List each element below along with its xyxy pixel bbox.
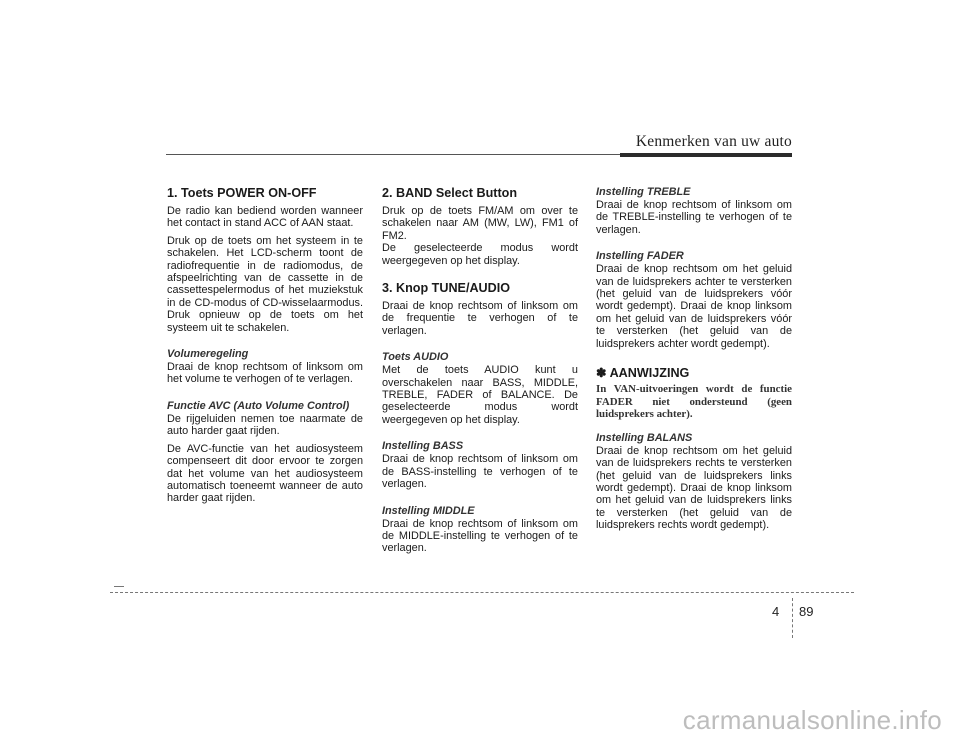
column-1 — [167, 186, 363, 510]
subheading-middle: Instelling MIDDLE — [382, 504, 475, 517]
column-2 — [382, 186, 578, 560]
page-number-divider — [792, 598, 793, 638]
running-header: Kenmerken van uw auto — [635, 133, 792, 150]
paragraph: Druk op de toets FM/AM om over te schakelen naar AM (MW, LW), FM1 of FM2. — [382, 205, 578, 242]
subheading-fader: Instelling FADER — [596, 250, 684, 263]
footer-tick — [114, 586, 124, 587]
paragraph: Druk op de toets om het systeem in te schakelen. Het LCD-scherm toont de radiofrequentie in de radiomodus, de afspeelrichting van de cassette in de cassettespelermodus of het muziekstuk in de CD-modus of CD-wisselaarmodus. Druk opnieuw op de toets om het systeem uit te schakelen. — [167, 234, 363, 334]
paragraph: Draai de knop rechtsom of linksom om de frequentie te verhogen of te verlagen. — [382, 300, 578, 337]
subheading-bass: Instelling BASS — [382, 440, 464, 453]
paragraph: De geselecteerde modus wordt weergegeven op het display. — [382, 242, 578, 267]
paragraph: De AVC-functie van het audiosysteem compenseert dit door ervoor te zorgen dat het volume van het audiosysteem automatisch toeneemt wanneer de auto harder gaat rijden. — [167, 442, 363, 505]
footer-rule — [110, 592, 854, 593]
heading-band-select: 2. BAND Select Button — [382, 186, 518, 200]
heading-tune-audio: 3. Knop TUNE/AUDIO — [382, 281, 511, 296]
column-3 — [596, 186, 792, 537]
paragraph: Draai de knop rechtsom of linksom om het volume te verhogen of te verlagen. — [167, 361, 363, 386]
paragraph: Met de toets AUDIO kunt u overschakelen naar BASS, MIDDLE, TREBLE, FADER of BALANCE. De geselecteerde modus wordt weergegeven op het display. — [382, 364, 578, 426]
subheading-treble: Instelling TREBLE — [596, 186, 691, 198]
watermark: carmanualsonline.info — [682, 705, 942, 735]
subheading-audio: Toets AUDIO — [382, 351, 449, 364]
note-text: In VAN-uitvoeringen wordt de functie FADER niet ondersteund (geen luidsprekers achter). — [596, 383, 792, 421]
paragraph: Draai de knop rechtsom of linksom om de MIDDLE-instelling te verhogen of te verlagen. — [382, 517, 578, 555]
paragraph: Draai de knop rechtsom om het geluid van de luidsprekers rechts te versterken (het geluid van de luidsprekers links wordt gedempt). Draai de knop linksom om het geluid van de luidsprekers links te versterken (het geluid van de luidsprekers rechts wordt gedempt). — [596, 444, 792, 532]
paragraph: Draai de knop rechtsom of linksom om de BASS-instelling te verhogen of te verlagen. — [382, 453, 578, 491]
paragraph: De radio kan bediend worden wanneer het contact in stand ACC of AAN staat. — [167, 205, 363, 230]
paragraph: Draai de knop rechtsom of linksom om de TREBLE-instelling te verhogen of te verlagen. — [596, 199, 792, 236]
chapter-number: 4 — [772, 604, 780, 619]
paragraph: De rijgeluiden nemen toe naarmate de auto harder gaat rijden. — [167, 412, 363, 438]
page-number: 89 — [799, 604, 814, 619]
heading-power-on-off: 1. Toets POWER ON-OFF — [167, 186, 317, 200]
note-heading: ✽ AANWIJZING — [596, 366, 690, 381]
subheading-volume: Volumeregeling — [167, 348, 249, 361]
paragraph: Draai de knop rechtsom om het geluid van de luidsprekers achter te versterken (het geluid van de luidsprekers vóór wordt gedempt). Draai de knop linksom om het geluid van de luidsprekers vóór te versterken (het geluid van de luidsprekers achter wordt gedempt). — [596, 263, 792, 350]
header-rule-accent — [620, 153, 792, 157]
subheading-balans: Instelling BALANS — [596, 431, 693, 444]
subheading-avc: Functie AVC (Auto Volume Control) — [167, 399, 350, 412]
